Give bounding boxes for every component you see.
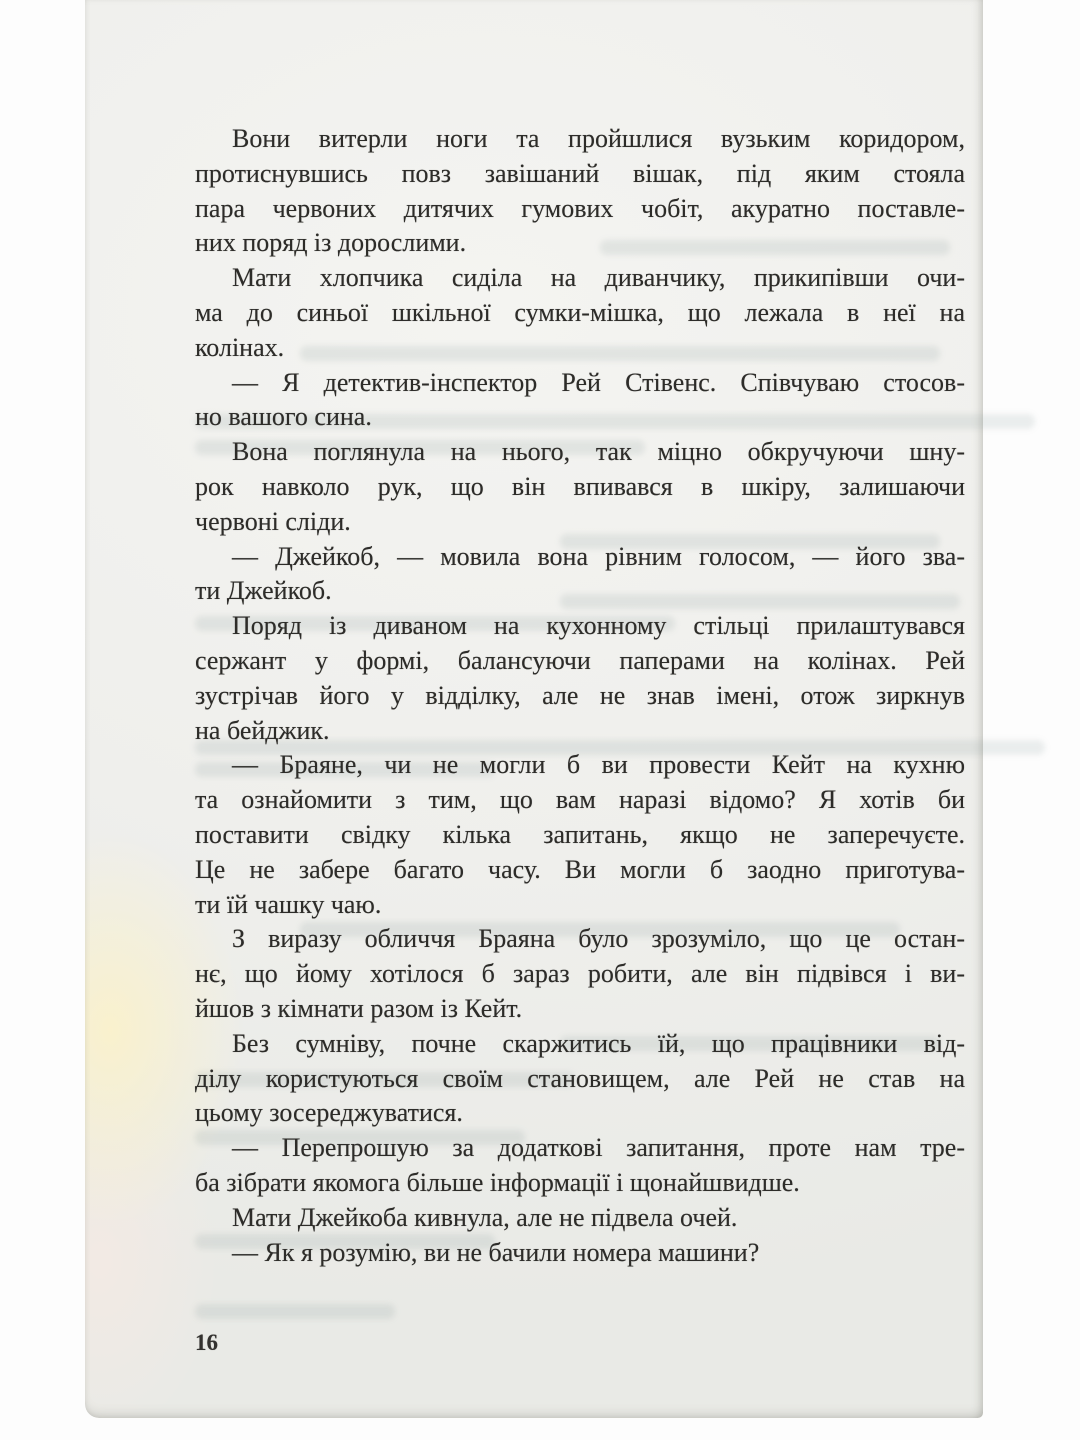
paragraph	[195, 1131, 965, 1201]
text-line: протиснувшись повз завішаний вішак, під яким стояла	[195, 158, 965, 188]
text-line: рок навколо рук, що він впивався в шкіру, залишаючи	[195, 471, 965, 501]
paragraph	[195, 540, 965, 610]
text-line: — Я детектив-інспектор Рей Стівенс. Співчуваю стосов-	[232, 367, 965, 397]
text-line: — Браяне, чи не могли б ви провести Кейт на кухню	[232, 750, 965, 780]
text-line: нє, що йому хотілося б зараз робити, але він підвівся і ви-	[195, 959, 965, 989]
text-line: них поряд із дорослими.	[195, 228, 467, 258]
text-line: ти Джейкоб.	[195, 576, 332, 606]
text-line: червоні сліди.	[195, 506, 351, 536]
paragraph	[195, 122, 965, 261]
text-line: цьому зосереджуватися.	[195, 1098, 463, 1128]
text-line: Без сумніву, почне скаржитись їй, що працівники від-	[232, 1028, 965, 1058]
text-line: ділу користуються своїм становищем, але Рей не став на	[195, 1063, 965, 1093]
text-line: Вони витерли ноги та пройшлися вузьким коридором,	[232, 124, 965, 153]
paragraph	[195, 1201, 965, 1236]
paragraph	[195, 261, 965, 365]
text-line: — Джейкоб, — мовила вона рівним голосом, — його зва-	[232, 541, 965, 571]
page-number: 16	[195, 1330, 218, 1355]
text-line: — Як я розумію, ви не бачили номера машини?	[232, 1237, 760, 1267]
text-line: зустрічав його у відділку, але не знав імені, отож зиркнув	[195, 680, 965, 710]
text-line: Це не забере багато часу. Ви могли б заодно приготува-	[195, 854, 965, 884]
paragraph	[195, 609, 965, 748]
text-line: ба зібрати якомога більше інформації і щонайшвидше.	[195, 1167, 800, 1197]
text-line: Мати Джейкоба кивнула, але не підвела очей.	[232, 1202, 738, 1232]
paragraph	[195, 435, 965, 539]
text-line: но вашого сина.	[195, 402, 372, 432]
text-line: та ознайомити з тим, що вам наразі відомо? Я хотів би	[195, 785, 965, 815]
text-line: — Перепрошую за додаткові запитання, проте нам тре-	[232, 1133, 965, 1163]
text-line: йшов з кімнати разом із Кейт.	[195, 993, 523, 1023]
text-line: ти їй чашку чаю.	[195, 889, 382, 919]
paragraph	[195, 1027, 965, 1131]
text-block	[195, 122, 965, 1270]
text-line: поставити свідку кілька запитань, якщо не заперечуєте.	[195, 819, 965, 849]
bleedthrough-line	[195, 1304, 395, 1319]
paragraph	[195, 922, 965, 1026]
paragraph	[195, 366, 965, 436]
book-page-photo	[85, 0, 983, 1418]
text-line: пара червоних дитячих гумових чобіт, акуратно поставле-	[195, 193, 965, 223]
text-line: Поряд із диваном на кухонному стільці прилаштувався	[232, 611, 965, 641]
text-line: колінах.	[195, 332, 285, 362]
paragraph	[195, 748, 965, 922]
paragraph	[195, 1236, 965, 1271]
text-line: З виразу обличчя Браяна було зрозуміло, що це остан-	[232, 924, 965, 954]
text-line: ма до синьої шкільної сумки-мішка, що лежала в неї на	[195, 297, 965, 327]
text-line: Вона поглянула на нього, так міцно обкручуючи шну-	[232, 437, 965, 467]
text-line: Мати хлопчика сиділа на диванчику, прикипівши очи-	[232, 263, 965, 293]
text-line: сержант у формі, балансуючи паперами на колінах. Рей	[195, 645, 965, 675]
text-line: на бейджик.	[195, 715, 330, 745]
